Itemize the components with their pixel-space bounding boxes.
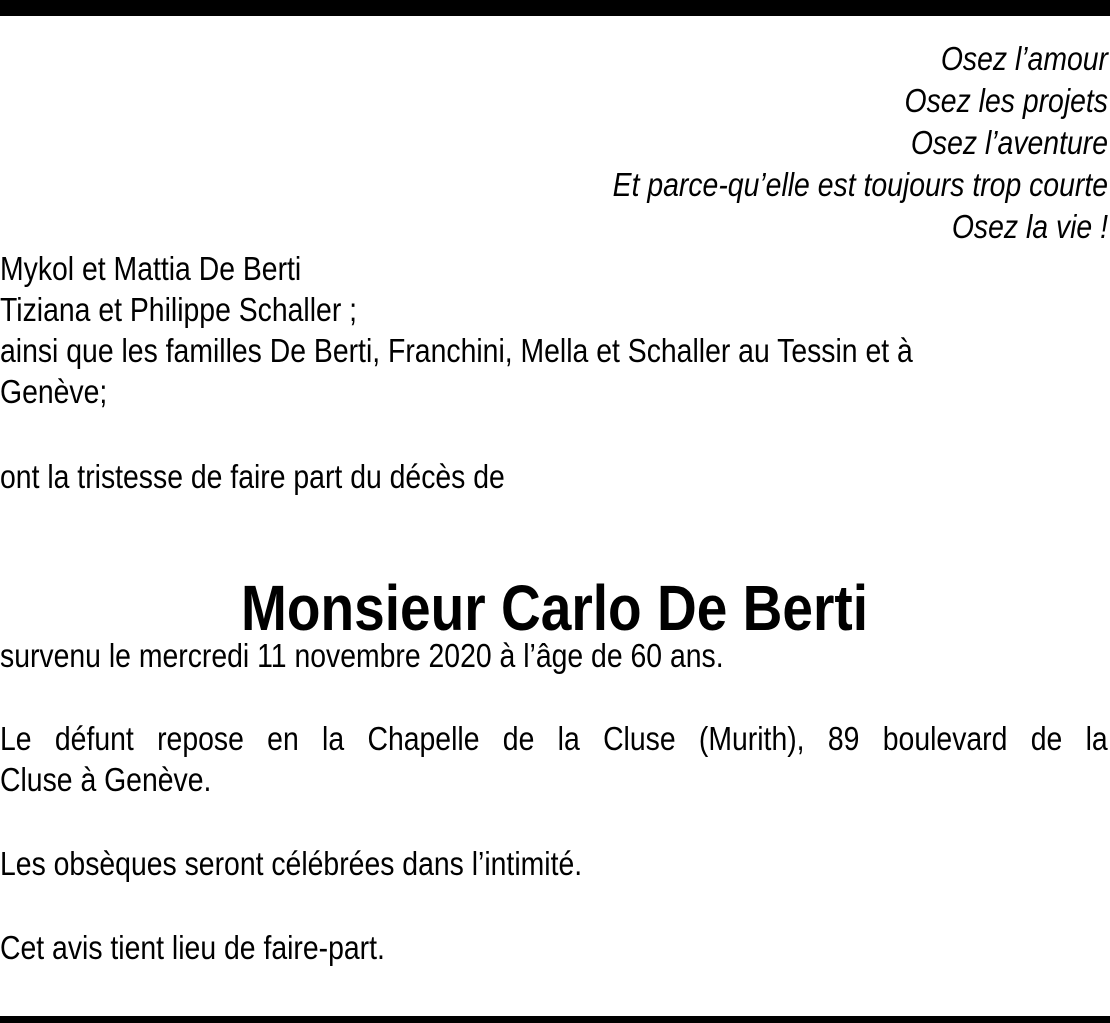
- resting-place-line: Le défunt repose en la Chapelle de la Cluse (Murith), 89 boulevard de la: [0, 720, 1108, 757]
- poem-line: Osez l’aventure: [910, 124, 1108, 161]
- notice-info: [0, 927, 1108, 968]
- family-line: Tiziana et Philippe Schaller ;: [0, 291, 358, 328]
- announcement-intro: [0, 456, 1108, 497]
- poem-block: [0, 38, 1108, 248]
- family-list: [0, 248, 1108, 412]
- bottom-rule: [0, 1016, 1110, 1023]
- poem-line: Osez les projets: [904, 82, 1108, 119]
- date-of-death: [0, 635, 1108, 676]
- family-line: Mykol et Mattia De Berti: [0, 250, 302, 287]
- poem-line: Osez la vie !: [951, 208, 1108, 245]
- poem-line: Osez l’amour: [940, 40, 1108, 77]
- resting-place: [0, 718, 1108, 800]
- notice-text: Cet avis tient lieu de faire-part.: [0, 929, 385, 966]
- date-text: survenu le mercredi 11 novembre 2020 à l’âge de 60 ans.: [0, 637, 724, 674]
- top-rule: [0, 0, 1110, 16]
- poem-line: Et parce-qu’elle est toujours trop courte: [612, 166, 1108, 203]
- resting-place-line: Cluse à Genève.: [0, 761, 212, 798]
- poem: [155, 38, 1108, 248]
- intro-text: ont la tristesse de faire part du décès de: [0, 458, 505, 495]
- funeral-text: Les obsèques seront célébrées dans l’intimité.: [0, 845, 583, 882]
- funeral-info: [0, 843, 1108, 884]
- family-line: ainsi que les familles De Berti, Franchini, Mella et Schaller au Tessin et à: [0, 332, 913, 369]
- deceased-name: Monsieur Carlo De Berti: [241, 572, 869, 644]
- family-line: Genève;: [0, 373, 108, 410]
